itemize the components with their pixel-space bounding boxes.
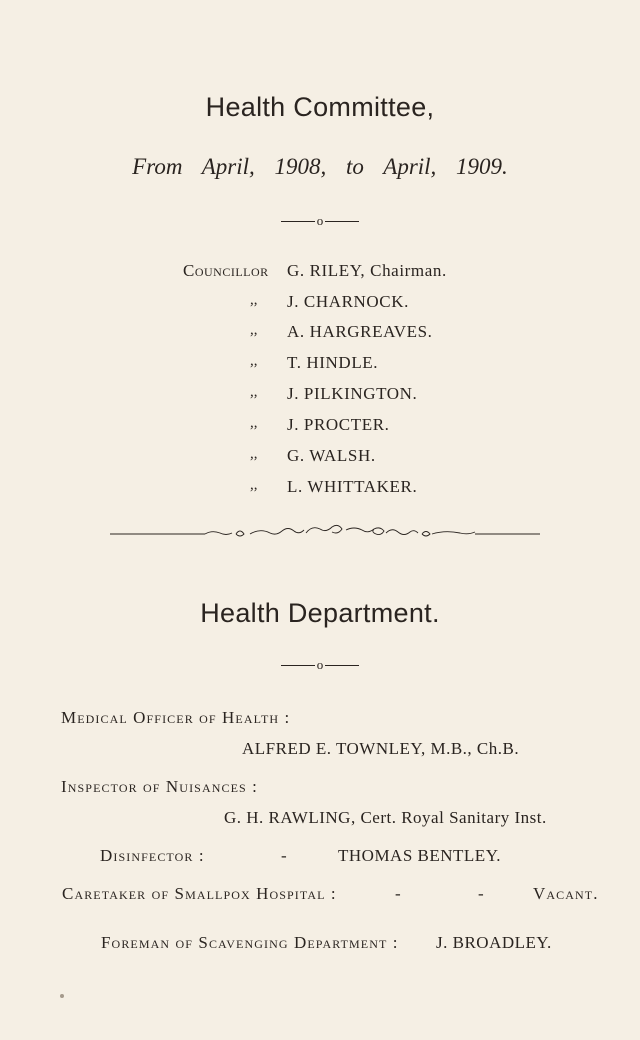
divider-mark: o xyxy=(316,213,324,229)
divider-line-left xyxy=(281,221,315,222)
disinfector-label: Disinfector : xyxy=(100,846,205,865)
medical-officer-value: ALFRED E. TOWNLEY, M.B., Ch.B. xyxy=(242,739,520,758)
ditto-mark: ,, xyxy=(250,353,258,369)
member-name: J. CHARNOCK. xyxy=(287,292,409,311)
councillor-prefix xyxy=(183,261,269,281)
inspector-label: Inspector of Nuisances : xyxy=(61,777,258,796)
ditto-mark: ,, xyxy=(250,384,258,400)
caretaker-label: Caretaker of Smallpox Hospital : xyxy=(62,884,337,903)
divider-line-right xyxy=(325,665,359,666)
ornamental-flourish-icon xyxy=(110,522,540,544)
member-name: L. WHITTAKER. xyxy=(287,477,418,496)
disinfector-dash: - xyxy=(281,846,288,865)
ditto-mark: ,, xyxy=(250,446,258,462)
ink-speck xyxy=(60,994,64,998)
member-name: A. HARGREAVES. xyxy=(287,322,433,341)
member-name: J. PILKINGTON. xyxy=(287,384,418,403)
department-title: Health Department. xyxy=(200,598,440,628)
ditto-mark: ,, xyxy=(250,322,258,338)
foreman-value: J. BROADLEY. xyxy=(436,933,552,952)
caretaker-value: Vacant. xyxy=(533,884,599,903)
ditto-mark: ,, xyxy=(250,415,258,431)
divider-line-left xyxy=(281,665,315,666)
member-name: J. PROCTER. xyxy=(287,415,390,434)
committee-title: Health Committee, xyxy=(205,92,435,122)
inspector-value: G. H. RAWLING, Cert. Royal Sanitary Inst. xyxy=(224,808,547,827)
caretaker-dash: - xyxy=(395,884,402,903)
committee-divider xyxy=(0,212,640,229)
department-divider xyxy=(0,656,640,673)
caretaker-dash: - xyxy=(478,884,485,903)
disinfector-value: THOMAS BENTLEY. xyxy=(338,846,502,865)
foreman-label: Foreman of Scavenging Department : xyxy=(101,933,399,952)
divider-mark: o xyxy=(316,657,324,673)
member-name: G. WALSH. xyxy=(287,446,376,465)
member-name: G. RILEY, Chairman. xyxy=(287,261,447,280)
councillor-label: Councillor xyxy=(183,261,269,280)
divider-line-right xyxy=(325,221,359,222)
medical-officer-label: Medical Officer of Health : xyxy=(61,708,291,727)
ditto-mark: ,, xyxy=(250,477,258,493)
committee-period: From April, 1908, to April, 1909. xyxy=(132,154,508,179)
ditto-mark: ,, xyxy=(250,292,258,308)
member-name: T. HINDLE. xyxy=(287,353,379,372)
